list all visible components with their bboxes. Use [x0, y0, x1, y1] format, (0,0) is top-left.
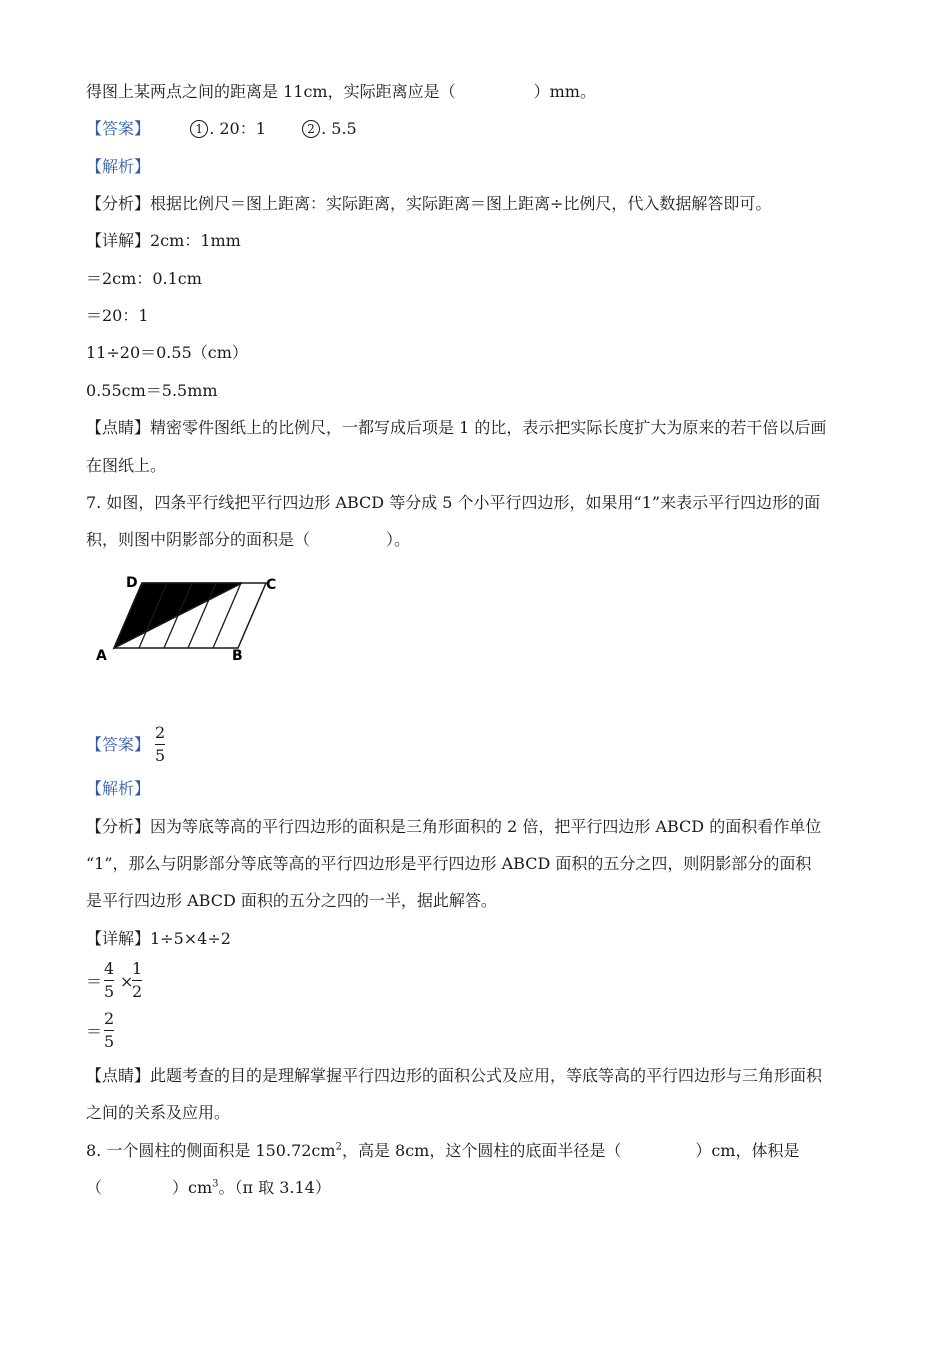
q6-answer-circle-2: 2 [302, 120, 320, 138]
q6-fenxi: 【分析】根据比例尺＝图上距离：实际距离，实际距离＝图上距离÷比例尺，代入数据解答即可。 [86, 194, 772, 213]
q7-answer-fraction [155, 724, 165, 765]
q7-eq1-prefix: ＝ [86, 972, 103, 991]
q6-xiangjie: 【详解】2cm：1mm [86, 231, 241, 250]
q7-eq1-times: × [120, 972, 134, 991]
q7-eq2-num: 2 [104, 1009, 115, 1028]
q8-line1 [86, 1141, 799, 1161]
q7-dianjing-1: 【点睛】此题考查的目的是理解掌握平行四边形的面积公式及应用，等底等高的平行四边形与三角形面积 [86, 1066, 823, 1085]
parallelogram-figure [90, 568, 290, 668]
q7-line2-text: 积，则图中阴影部分的面积是（ [86, 530, 311, 549]
q6-answer-line [86, 119, 357, 139]
q6-answer-circle-1: 1 [190, 120, 208, 138]
q7-eq1-fraction-1 [104, 960, 114, 1001]
label-c: C [266, 577, 277, 593]
label-b: B [232, 648, 243, 664]
q8-line1-sup: 2 [335, 1141, 342, 1153]
q7-line1: 7. 如图，四条平行线把平行四边形 ABCD 等分成 5 个小平行四边形，如果用“1”来表示平行四边形的面 [86, 493, 821, 512]
q7-answer-tag: 【答案】 [86, 735, 151, 754]
q7-eq1-f1-den: 5 [104, 982, 115, 1001]
label-d: D [126, 575, 138, 591]
q7-fenxi-2: “1”，那么与阴影部分等底等高的平行四边形是平行四边形 ABCD 面积的五分之四，则阴影部分的面积 [86, 854, 812, 873]
q7-line2 [86, 530, 410, 550]
q7-eq2-prefix: ＝ [86, 1022, 103, 1041]
q7-dianjing-2: 之间的关系及应用。 [86, 1103, 231, 1122]
q7-line2-end: ）。 [386, 530, 411, 549]
q8-line1-a: 8. 一个圆柱的侧面积是 150.72cm [86, 1141, 336, 1160]
q7-answer-num: 2 [155, 723, 166, 742]
q6-line1-end: ）mm。 [533, 82, 596, 101]
q7-eq1-f2-den: 2 [132, 982, 143, 1001]
q7-eq2-fraction [104, 1010, 114, 1051]
q8-line2-sup: 3 [212, 1178, 219, 1190]
q6-line1 [86, 82, 596, 102]
q6-answer-tag: 【答案】 [86, 119, 151, 138]
q6-step1: ＝2cm：0.1cm [86, 269, 202, 288]
q7-answer-den: 5 [155, 746, 166, 765]
q6-line1-text: 得图上某两点之间的距离是 11cm，实际距离应是（ [86, 82, 456, 101]
q8-line1-c: ）cm，体积是 [695, 1141, 800, 1160]
q8-line2 [86, 1178, 331, 1198]
q6-step3: 11÷20＝0.55（cm） [86, 343, 248, 362]
q6-answer-2: . 5.5 [321, 119, 357, 138]
q7-xiangjie: 【详解】1÷5×4÷2 [86, 929, 231, 948]
q6-dianjing-2: 在图纸上。 [86, 456, 167, 475]
q8-line2-a: （ [86, 1178, 103, 1197]
q7-eq1-f2-num: 1 [132, 959, 143, 978]
q7-eq1-f1-num: 4 [104, 959, 115, 978]
q6-jiexi-tag: 【解析】 [86, 157, 151, 176]
q8-line2-c: 。（π 取 3.14） [218, 1178, 331, 1197]
q7-fenxi-3: 是平行四边形 ABCD 面积的五分之四的一半，据此解答。 [86, 891, 497, 910]
q6-answer-1: . 20：1 [209, 119, 266, 138]
q7-fenxi-1: 【分析】因为等底等高的平行四边形的面积是三角形面积的 2 倍，把平行四边形 ABCD 的面积看作单位 [86, 817, 822, 836]
q7-eq2-den: 5 [104, 1032, 115, 1051]
q6-step2: ＝20：1 [86, 306, 149, 325]
q6-step4: 0.55cm＝5.5mm [86, 381, 218, 400]
q7-jiexi-tag: 【解析】 [86, 779, 151, 798]
q8-line1-b: ，高是 8cm，这个圆柱的底面半径是（ [341, 1141, 622, 1160]
label-a: A [96, 648, 107, 664]
q7-eq1-fraction-2 [132, 960, 142, 1001]
q6-dianjing-1: 【点睛】精密零件图纸上的比例尺，一都写成后项是 1 的比，表示把实际长度扩大为原来的若干倍以后画 [86, 418, 827, 437]
q8-line2-b: ）cm [172, 1178, 213, 1197]
